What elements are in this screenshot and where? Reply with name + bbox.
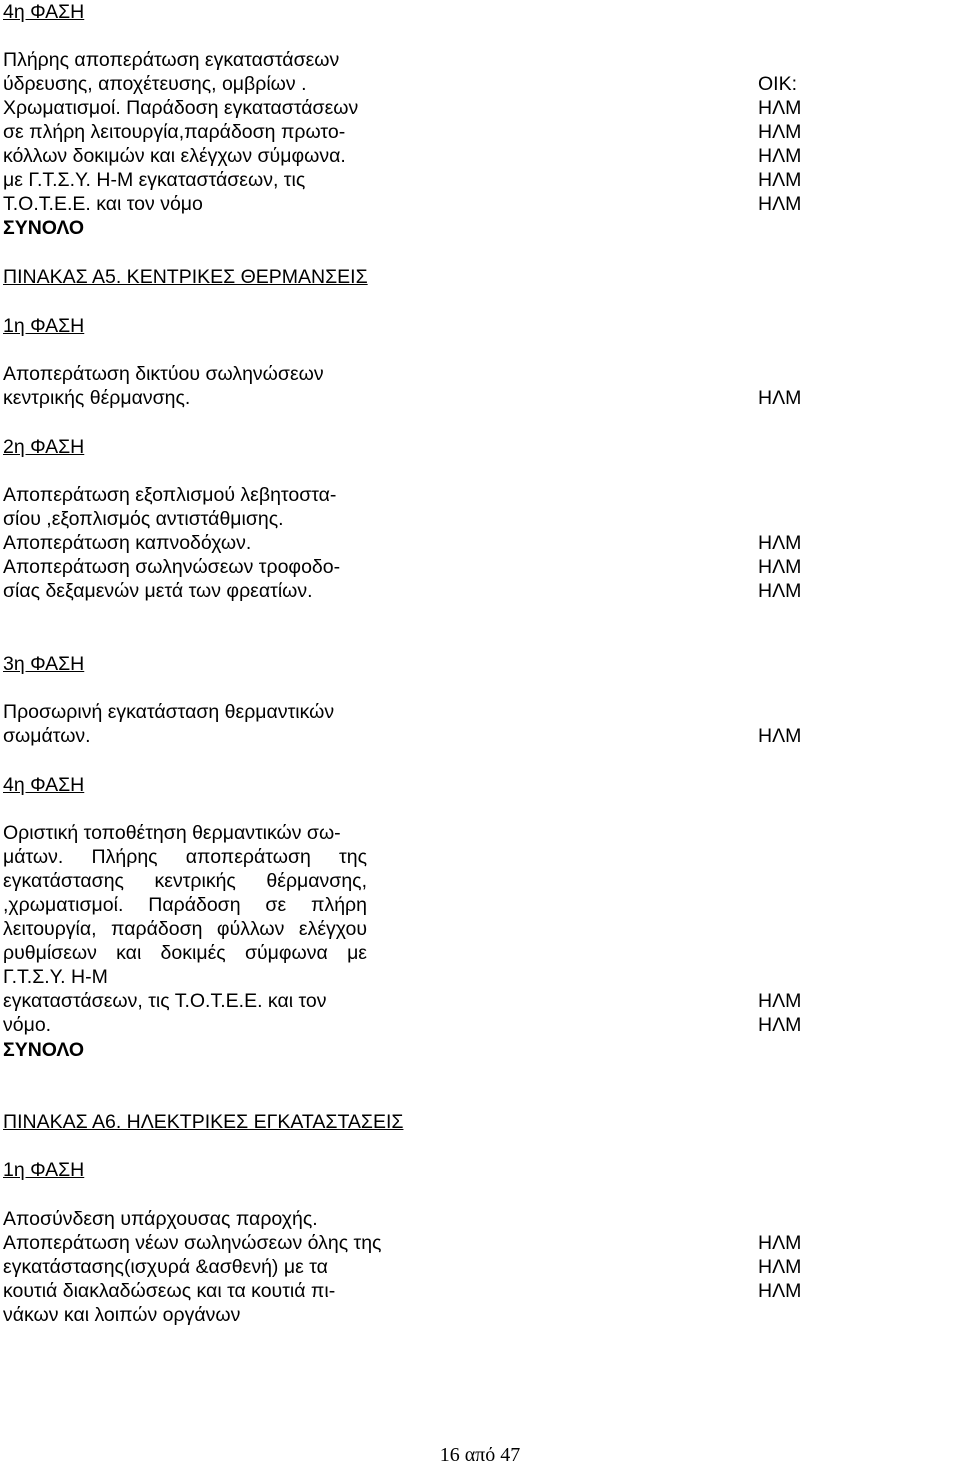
phase-heading-text: 3η ΦΑΣΗ: [3, 653, 85, 675]
description-text: Αποπεράτωση εξοπλισμού λεβητοστα-: [3, 484, 337, 506]
description-text: εγκαταστάσεων, τις Τ.Ο.Τ.Ε.Ε. και τον: [3, 990, 327, 1012]
unit-label: ΗΛΜ: [758, 725, 802, 747]
description-text: Οριστική τοποθέτηση θερμαντικών σω-: [3, 822, 341, 844]
unit-label: ΗΛΜ: [758, 556, 802, 578]
description-text: Πλήρης αποπεράτωση εγκαταστάσεων: [3, 49, 340, 71]
phase-heading-text: 2η ΦΑΣΗ: [3, 436, 85, 458]
description-text: με Γ.Τ.Σ.Υ. Η-Μ εγκαταστάσεων, τις: [3, 169, 306, 191]
description-text: ρυθμίσεων και δοκιμές σύμφωνα με: [3, 942, 367, 964]
unit-label: ΗΛΜ: [758, 580, 802, 602]
description-text: εγκατάστασης κεντρικής θέρμανσης,: [3, 870, 367, 892]
description-text: λειτουργία, παράδοση φύλλων ελέγχου: [3, 918, 367, 940]
description-text: νόμο.: [3, 1014, 52, 1036]
unit-label: ΗΛΜ: [758, 387, 802, 409]
phase-heading-text: 4η ΦΑΣΗ: [3, 774, 85, 796]
phase-heading-text: 1η ΦΑΣΗ: [3, 1159, 85, 1181]
unit-label: ΗΛΜ: [758, 193, 802, 215]
unit-label: ΗΛΜ: [758, 1280, 802, 1302]
description-text: εγκατάστασης(ισχυρά &ασθενή) με τα: [3, 1256, 328, 1278]
description-text: κόλλων δοκιμών και ελέγχων σύμφωνα.: [3, 145, 346, 167]
unit-label: ΗΛΜ: [758, 1256, 802, 1278]
unit-label: ΟΙΚ:: [758, 73, 798, 95]
description-text: σε πλήρη λειτουργία,παράδοση πρωτο-: [3, 121, 346, 143]
description-text: κεντρικής θέρμανσης.: [3, 387, 191, 409]
unit-label: ΗΛΜ: [758, 121, 802, 143]
unit-label: ΗΛΜ: [758, 1232, 802, 1254]
description-text: Προσωρινή εγκατάσταση θερμαντικών: [3, 701, 335, 723]
phase-heading-text: 4η ΦΑΣΗ: [3, 1, 85, 23]
description-text: Αποπεράτωση σωληνώσεων τροφοδο-: [3, 556, 341, 578]
description-text: ύδρευσης, αποχέτευσης, ομβρίων .: [3, 73, 307, 95]
description-text: Αποσύνδεση υπάρχουσας παροχής.: [3, 1208, 318, 1230]
total-label: ΣΥΝΟΛΟ: [3, 1039, 85, 1061]
unit-label: ΗΛΜ: [758, 145, 802, 167]
unit-label: ΗΛΜ: [758, 532, 802, 554]
table-heading-text: ΠΙΝΑΚΑΣ Α6. ΗΛΕΚΤΡΙΚΕΣ ΕΓΚΑΤΑΣΤΑΣΕΙΣ: [3, 1111, 404, 1133]
description-text: σίας δεξαμενών μετά των φρεατίων.: [3, 580, 313, 602]
description-text: σωμάτων.: [3, 725, 91, 747]
description-text: Τ.Ο.Τ.Ε.Ε. και τον νόμο: [3, 193, 203, 215]
description-text: Αποπεράτωση καπνοδόχων.: [3, 532, 252, 554]
page-number: 16 από 47: [439, 1444, 521, 1466]
description-text: Χρωματισμοί. Παράδοση εγκαταστάσεων: [3, 97, 359, 119]
description-text: νάκων και λοιπών οργάνων: [3, 1304, 241, 1326]
description-text: σίου ,εξοπλισμός αντιστάθμισης.: [3, 508, 284, 530]
unit-label: ΗΛΜ: [758, 169, 802, 191]
phase-heading-text: 1η ΦΑΣΗ: [3, 315, 85, 337]
unit-label: ΗΛΜ: [758, 97, 802, 119]
description-text: Αποπεράτωση νέων σωληνώσεων όλης της: [3, 1232, 382, 1254]
unit-label: ΗΛΜ: [758, 1014, 802, 1036]
description-text: Αποπεράτωση δικτύου σωληνώσεων: [3, 363, 324, 385]
description-text: κουτιά διακλαδώσεως και τα κουτιά πι-: [3, 1280, 336, 1302]
unit-label: ΗΛΜ: [758, 990, 802, 1012]
description-text: ,χρωματισμοί. Παράδοση σε πλήρη: [3, 894, 367, 916]
description-text: μάτων. Πλήρης αποπεράτωση της: [3, 846, 367, 868]
description-text: Γ.Τ.Σ.Υ. Η-Μ: [3, 966, 108, 988]
table-heading-text: ΠΙΝΑΚΑΣ Α5. ΚΕΝΤΡΙΚΕΣ ΘΕΡΜΑΝΣΕΙΣ: [3, 266, 368, 288]
total-label: ΣΥΝΟΛΟ: [3, 217, 85, 239]
